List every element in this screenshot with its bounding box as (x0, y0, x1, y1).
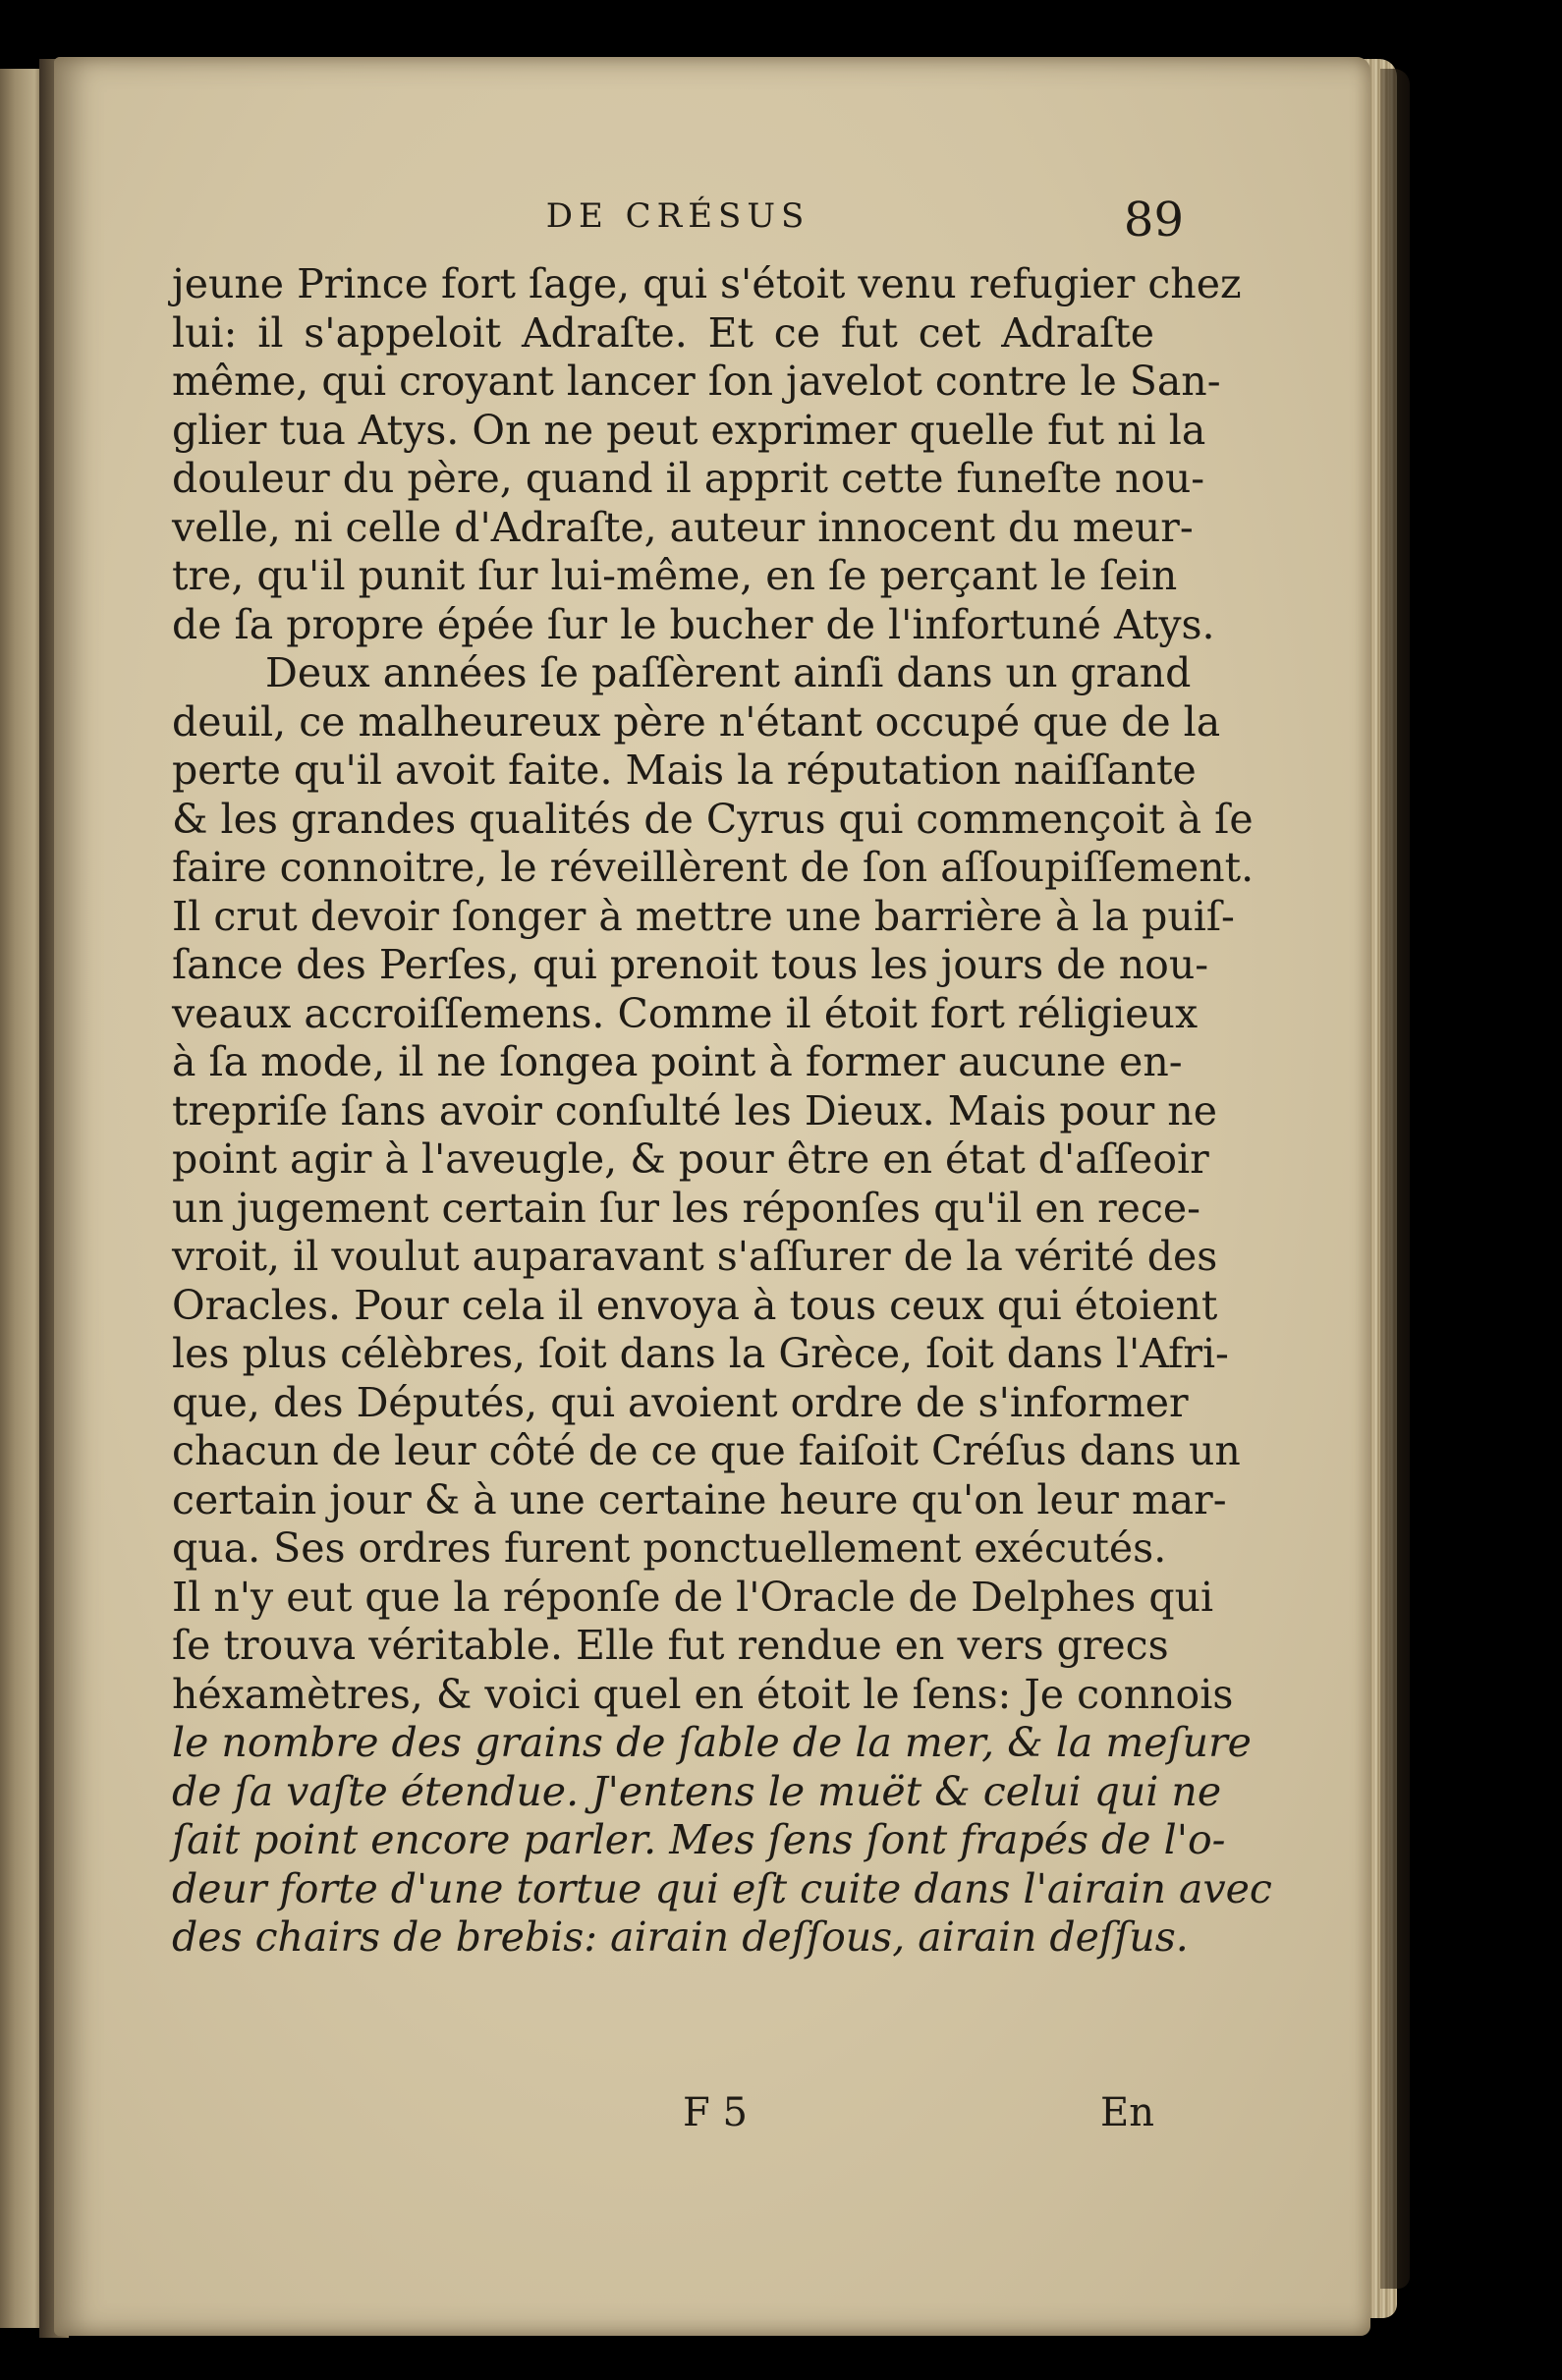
text-line: de ſa vaſte étendue. J'entens le muët & celui qui ne (172, 1767, 1222, 1815)
text-line: qua. Ses ordres furent ponctuellement exécutés. (172, 1524, 1167, 1572)
text-line: deur forte d'une tortue qui eſt cuite dans l'airain avec (172, 1864, 1272, 1912)
fore-edge-shadow (1380, 69, 1410, 2289)
text-line: que, des Députés, qui avoient ordre de s'informer (172, 1378, 1189, 1426)
text-line: faire connoitre, le réveillèrent de ſon aſſoupiſſement. (172, 844, 1255, 891)
text-line: point agir à l'aveugle, & pour être en état d'aſſeoir (172, 1135, 1209, 1183)
text-line: certain jour & à une certaine heure qu'on leur mar- (172, 1475, 1227, 1523)
page-number: 89 (1123, 193, 1184, 248)
text-line: deuil, ce malheureux père n'étant occupé que de la (172, 697, 1221, 746)
text-line: lui: il s'appeloit Adraſte. Et ce fut cet Adraſte (172, 308, 1154, 357)
text-line: Il n'y eut que la réponſe de l'Oracle de Delphes qui (172, 1573, 1214, 1621)
text-line: velle, ni celle d'Adraſte, auteur innocent du meur- (172, 503, 1194, 551)
text-line: & les grandes qualités de Cyrus qui commençoit à ſe (172, 795, 1254, 843)
page-footer (172, 2090, 1154, 2149)
text-line: trepriſe ſans avoir conſulté les Dieux. Mais pour ne (172, 1086, 1217, 1135)
text-line: ſe trouva véritable. Elle fut rendue en vers grecs (172, 1622, 1169, 1669)
text-line: héxamètres, & voici quel en étoit le ſens: Je connois (172, 1670, 1234, 1718)
text-line: de ſa propre épée ſur le bucher de l'infortuné Atys. (172, 600, 1215, 648)
text-line: des chairs de brebis: airain deſſous, airain deſſus. (172, 1913, 1189, 1961)
facing-page-edge (0, 69, 43, 2328)
page-body-text (172, 260, 1272, 1963)
text-line: douleur du père, quand il apprit cette funeſte nou- (172, 455, 1205, 502)
text-line: ſance des Perſes, qui prenoit tous les jours de nou- (172, 941, 1209, 988)
running-title: DE CRÉSUS (545, 196, 810, 236)
text-line: tre, qu'il punit ſur lui-même, en ſe perçant le ſein (172, 552, 1178, 599)
text-line: Oracles. Pour cela il envoya à tous ceux qui étoient (172, 1281, 1218, 1329)
signature-mark: F 5 (683, 2090, 748, 2135)
text-line: Il crut devoir ſonger à mettre une barrière à la puiſ- (172, 892, 1235, 940)
text-line: les plus célèbres, ſoit dans la Grèce, ſoit dans l'Afri- (172, 1330, 1229, 1377)
text-line: veaux accroiſſemens. Comme il étoit fort réligieux (172, 989, 1199, 1037)
text-line: ſait point encore parler. Mes ſens ſont frapés de l'o- (172, 1816, 1226, 1863)
text-line: chacun de leur côté de ce que faiſoit Créſus dans un (172, 1427, 1241, 1474)
text-line: vroit, il voulut auparavant s'aſſurer de la vérité des (172, 1233, 1218, 1280)
text-line: à ſa mode, il ne ſongea point à former aucune en- (172, 1038, 1183, 1085)
text-line: un jugement certain ſur les réponſes qu'il en rece- (172, 1184, 1201, 1232)
text-line: Deux années ſe paſſèrent ainſi dans un grand (265, 649, 1192, 696)
text-line: le nombre des grains de ſable de la mer, & la meſure (172, 1719, 1252, 1766)
text-line: glier tua Atys. On ne peut exprimer quelle fut ni la (172, 406, 1206, 454)
text-line: même, qui croyant lancer ſon javelot contre le San- (172, 358, 1221, 405)
text-line: perte qu'il avoit faite. Mais la réputation naiſſante (172, 747, 1197, 794)
catchword: En (1100, 2090, 1154, 2135)
text-line: jeune Prince fort ſage, qui s'étoit venu refugier chez (172, 260, 1242, 307)
